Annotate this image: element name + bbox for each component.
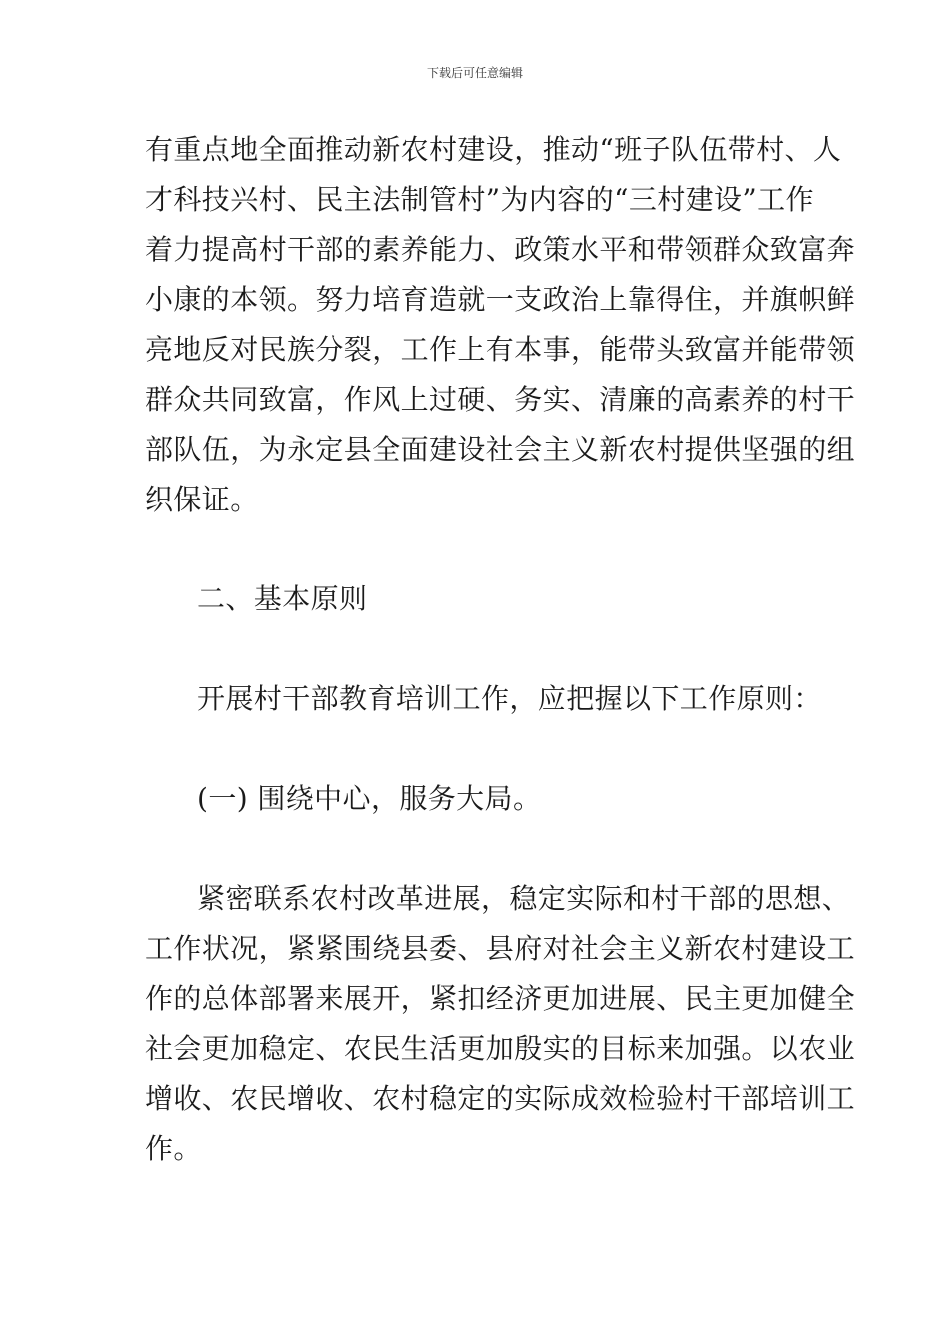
text-line: 织保证。 bbox=[145, 483, 259, 516]
text-line: 小康的本领。努力培育造就一支政治上靠得住，并旗帜鲜 bbox=[145, 283, 856, 316]
text-line: 有重点地全面推动新农村建设，推动“班子队伍带村、人 bbox=[145, 133, 842, 166]
text-line: 亮地反对民族分裂，工作上有本事，能带头致富并能带领 bbox=[145, 333, 856, 366]
text-line: 增收、农民增收、农村稳定的实际成效检验村干部培训工 bbox=[145, 1082, 856, 1115]
text-line: 工作状况，紧紧围绕县委、县府对社会主义新农村建设工 bbox=[145, 932, 856, 965]
text-line: 着力提高村干部的素养能力、政策水平和带领群众致富奔 bbox=[145, 233, 856, 266]
text-line: 群众共同致富，作风上过硬、务实、清廉的高素养的村干 bbox=[145, 383, 856, 416]
text-line: 社会更加稳定、农民生活更加殷实的目标来加强。以农业 bbox=[145, 1032, 856, 1065]
section-heading: 二、基本原则 bbox=[197, 582, 368, 615]
text-line: 部队伍，为永定县全面建设社会主义新农村提供坚强的组 bbox=[145, 433, 856, 466]
principle-1-title: (一) 围绕中心，服务大局。 bbox=[197, 782, 542, 815]
text-line: 作的总体部署来展开，紧扣经济更加进展、民主更加健全 bbox=[145, 982, 856, 1015]
section-intro: 开展村干部教育培训工作，应把握以下工作原则： bbox=[197, 682, 822, 715]
text-line: 紧密联系农村改革进展，稳定实际和村干部的思想、 bbox=[197, 882, 851, 915]
page-header-note: 下载后可任意编辑 bbox=[426, 66, 523, 80]
text-line: 才科技兴村、民主法制管村”为内容的“三村建设”工作 bbox=[145, 183, 814, 216]
text-line: 作。 bbox=[145, 1132, 202, 1165]
